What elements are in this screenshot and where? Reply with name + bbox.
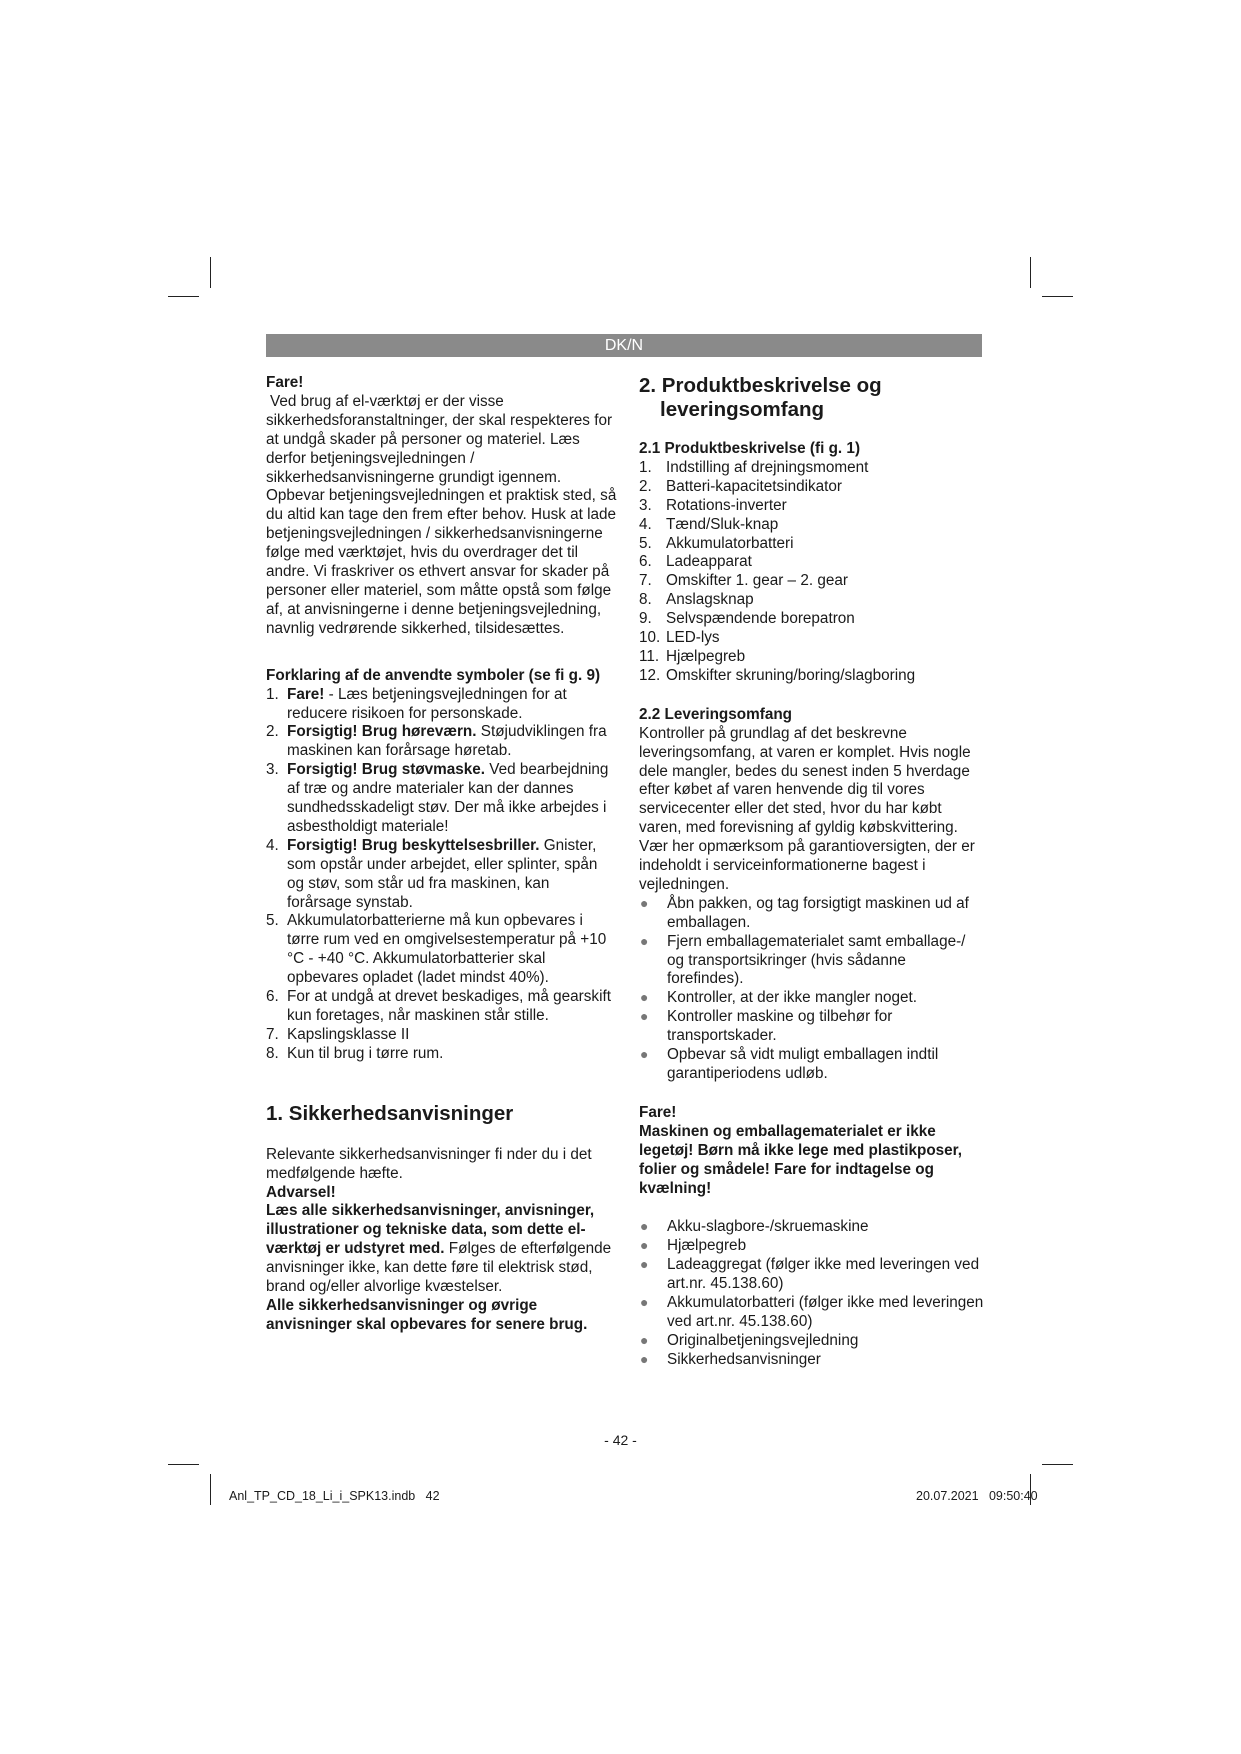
part-label: Akkumulatorbatteri [666,534,794,552]
part-label: Batteri-kapacitetsindikator [666,477,842,495]
symbol-item [266,1026,618,1045]
bullet-icon: ● [640,1256,649,1273]
bullet-icon: ● [640,1237,649,1254]
section-2-2-paragraph: Kontroller på grundlag af det beskrevne leveringsomfang, at varen er komplet. Hvis nogle dele mangler, bedes du senest inden 5 hverdage efter købet af varen henvende dig til vores servicecenter eller det sted, hvor du har købt varen, med forevisning af gyldig købskvittering. Vær her opmærksom på garantioversigten, der er indeholdt i serviceinformationerne bagest i vejledningen. [639,724,975,893]
symbol-bold: Forsigtig! Brug støvmaske. [287,761,486,779]
part-label: Anslagsknap [666,591,754,609]
part-label: Rotations-inverter [666,496,787,514]
crop-mark-top-right-h [1042,296,1073,297]
delivery-item [639,1351,984,1370]
unpacking-step [639,1046,984,1084]
part-number: 7. [639,572,652,590]
delivery-item-text: Ladeaggregat (følger ikke med leveringen ved art.nr. 45.138.60) [667,1256,980,1293]
part-number: 1. [639,458,652,476]
delivery-item [639,1332,984,1351]
delivery-item-text: Akkumulatorbatteri (følger ikke med leveringen ved art.nr. 45.138.60) [667,1294,984,1330]
section-2-2-heading: 2.2 Leveringsomfang [639,705,793,723]
symbol-number: 2. [266,723,279,741]
part-label: Selvspændende borepatron [666,610,855,628]
file-slug: Anl_TP_CD_18_Li_i_SPK13.indb 42 [229,1489,440,1503]
symbol-bold: Fare! [287,685,325,703]
symbol-number: 3. [266,761,279,779]
right-column [639,374,984,1370]
symbols-list [266,686,618,1064]
unpacking-step-text: Opbevar så vidt muligt emballagen indtil garantiperiodens udløb. [667,1046,939,1082]
symbols-heading: Forklaring af de anvendte symboler (se fi g. 9) [266,666,601,684]
delivery-contents-list [639,1218,984,1369]
part-number: 3. [639,496,652,514]
symbol-text: Gnister, som opstår under arbejdet, eller splinter, spån og støv, som står ud fra maskinen, kan forårsage synstab. [287,836,598,911]
part-item [639,572,984,591]
symbol-item [266,1045,618,1064]
part-label: Indstilling af drejningsmoment [666,458,869,476]
part-label: LED-lys [666,629,720,647]
delivery-item-text: Hjælpegreb [667,1237,747,1255]
advarsel-title: Advarsel! [266,1183,336,1201]
symbol-item [266,912,618,988]
symbol-number: 7. [266,1025,279,1043]
section-2-heading: 2. Produktbeskrivelse og leveringsomfang [639,374,882,421]
symbol-text: Akkumulatorbatterierne må kun opbevares i tørre rum ved en omgivelsestemperatur på +10 °C - +40 °C. Akkumulatorbatterier skal opbevares opladet (ladet mindst 40%). [287,912,607,987]
fare-title: Fare! [266,374,304,391]
symbol-item [266,837,618,913]
unpacking-step-text: Kontroller, at der ikke mangler noget. [667,989,917,1007]
symbol-text: For at undgå at drevet beskadiges, må gearskift kun foretages, når maskinen står stille. [287,988,611,1024]
part-label: Hjælpegreb [666,647,746,665]
part-label: Omskifter skruning/boring/slagboring [666,666,916,684]
delivery-item [639,1294,984,1332]
part-label: Ladeapparat [666,553,752,571]
bullet-icon: ● [640,1294,649,1311]
symbol-text: Ved bearbejdning af træ og andre materialer kan der dannes sundhedsskadeligt støv. Der må ikke arbejdes i asbestholdigt materiale! [287,761,609,835]
part-item [639,497,984,516]
delivery-item [639,1218,984,1237]
advarsel-paragraph [266,1202,618,1297]
advarsel-text: Følges de efterfølgende anvisninger ikke, kan dette føre til elektrisk stød, brand og/eller alvorlige kvæstelser. [266,1240,612,1296]
delivery-item [639,1256,984,1294]
symbol-number: 6. [266,988,279,1006]
symbol-text: Kun til brug i tørre rum. [287,1044,444,1062]
timestamp-slug: 20.07.2021 09:50:40 [916,1489,1038,1503]
symbol-item [266,723,618,761]
part-number: 9. [639,610,652,628]
bullet-icon: ● [640,1331,649,1348]
symbol-bold: Forsigtig! Brug høreværn. [287,723,477,741]
symbol-number: 5. [266,912,279,930]
section-1-intro: Relevante sikkerhedsanvisninger fi nder du i det medfølgende hæfte. [266,1145,592,1182]
left-column [266,374,618,1335]
part-item [639,459,984,478]
crop-mark-top-left-h [168,296,199,297]
part-item [639,535,984,554]
part-number: 4. [639,515,652,533]
parts-list [639,459,984,686]
symbol-number: 8. [266,1044,279,1062]
symbol-text: - Læs betjeningsvejledningen for at reducere risikoen for personskade. [287,685,567,722]
part-number: 2. [639,477,652,495]
section-1-heading: 1. Sikkerhedsanvisninger [266,1101,514,1125]
fare-2-paragraph: Maskinen og emballagematerialet er ikke legetøj! Børn må ikke lege med plastikposer, folier og smådele! Fare for indtagelse og kvælning! [639,1122,963,1197]
part-item [639,667,984,686]
bullet-icon: ● [640,1350,649,1367]
crop-mark-bottom-left-h [168,1464,199,1465]
symbol-number: 1. [266,685,279,703]
part-label: Tænd/Sluk-knap [666,515,779,533]
part-item [639,553,984,572]
symbol-item [266,761,618,837]
part-label: Omskifter 1. gear – 2. gear [666,572,848,590]
part-number: 6. [639,553,652,571]
part-item [639,629,984,648]
unpacking-step-text: Kontroller maskine og tilbehør for transportskader. [667,1008,893,1045]
fare-2-title: Fare! [639,1103,677,1121]
crop-mark-top-left-v [210,257,211,288]
unpacking-step-text: Fjern emballagematerialet samt emballage-/ og transportsikringer (hvis sådanne forefindes). [667,932,966,988]
symbol-number: 4. [266,836,279,854]
symbol-bold: Forsigtig! Brug beskyttelsesbriller. [287,836,540,854]
unpacking-step [639,895,984,933]
fare-paragraph: Ved brug af el-værktøj er der visse sikkerhedsforanstaltninger, der skal respekteres for at undgå skader på personer og materiel. Læs derfor betjeningsvejledningen / sikkerhedsanvisningerne grundigt igennem. Opbevar betjeningsvejledningen et praktisk sted, så du altid kan tage den frem efter behov. Husk at lade betjeningsvejledningen / sikkerhedsanvisningerne følge med værktøjet, hvis du overdrager det til andre. Vi fraskriver os ethvert ansvar for skader på personer eller materiel, som måtte opstå som følge af, at anvisningerne i denne betjeningsvejledning, navnlig vedrørende sikkerhed, tilsidesættes. [266,392,617,637]
part-number: 10. [639,629,661,647]
crop-mark-bottom-left-v [210,1474,211,1505]
unpacking-steps-list [639,895,984,1084]
unpacking-step-text: Åbn pakken, og tag forsigtigt maskinen ud af emballagen. [667,894,969,931]
crop-mark-top-right-v [1030,257,1031,288]
symbol-item [266,988,618,1026]
symbol-text: Støjudviklingen fra maskinen kan forårsage høretab. [287,723,607,760]
bullet-icon: ● [640,1218,649,1235]
page-number: - 42 - [604,1432,637,1448]
part-item [639,478,984,497]
part-number: 11. [639,647,660,665]
advarsel-keep: Alle sikkerhedsanvisninger og øvrige anvisninger skal opbevares for senere brug. [266,1296,588,1333]
part-item [639,516,984,535]
unpacking-step [639,989,984,1008]
bullet-icon: ● [640,989,649,1006]
section-2-1-heading: 2.1 Produktbeskrivelse (fi g. 1) [639,440,861,457]
advarsel-bold: Læs alle sikkerhedsanvisninger, anvisninger, illustrationer og tekniske data, som dette el-værktøj er udstyret med. [266,1202,595,1258]
unpacking-step [639,933,984,990]
bullet-icon: ● [640,932,649,949]
delivery-item-text: Originalbetjeningsvejledning [667,1331,859,1349]
bullet-icon: ● [640,894,649,911]
part-number: 12. [639,666,661,684]
unpacking-step [639,1008,984,1046]
crop-mark-bottom-right-h [1042,1464,1073,1465]
bullet-icon: ● [640,1046,649,1063]
bullet-icon: ● [640,1008,649,1025]
symbol-text: Kapslingsklasse II [287,1025,410,1043]
part-number: 8. [639,591,652,609]
language-header-bar: DK/N [266,334,982,357]
part-item [639,591,984,610]
delivery-item [639,1237,984,1256]
delivery-item-text: Akku-slagbore-/skruemaskine [667,1218,869,1236]
part-number: 5. [639,534,652,552]
part-item [639,610,984,629]
part-item [639,648,984,667]
symbol-item [266,686,618,724]
delivery-item-text: Sikkerhedsanvisninger [667,1350,821,1368]
